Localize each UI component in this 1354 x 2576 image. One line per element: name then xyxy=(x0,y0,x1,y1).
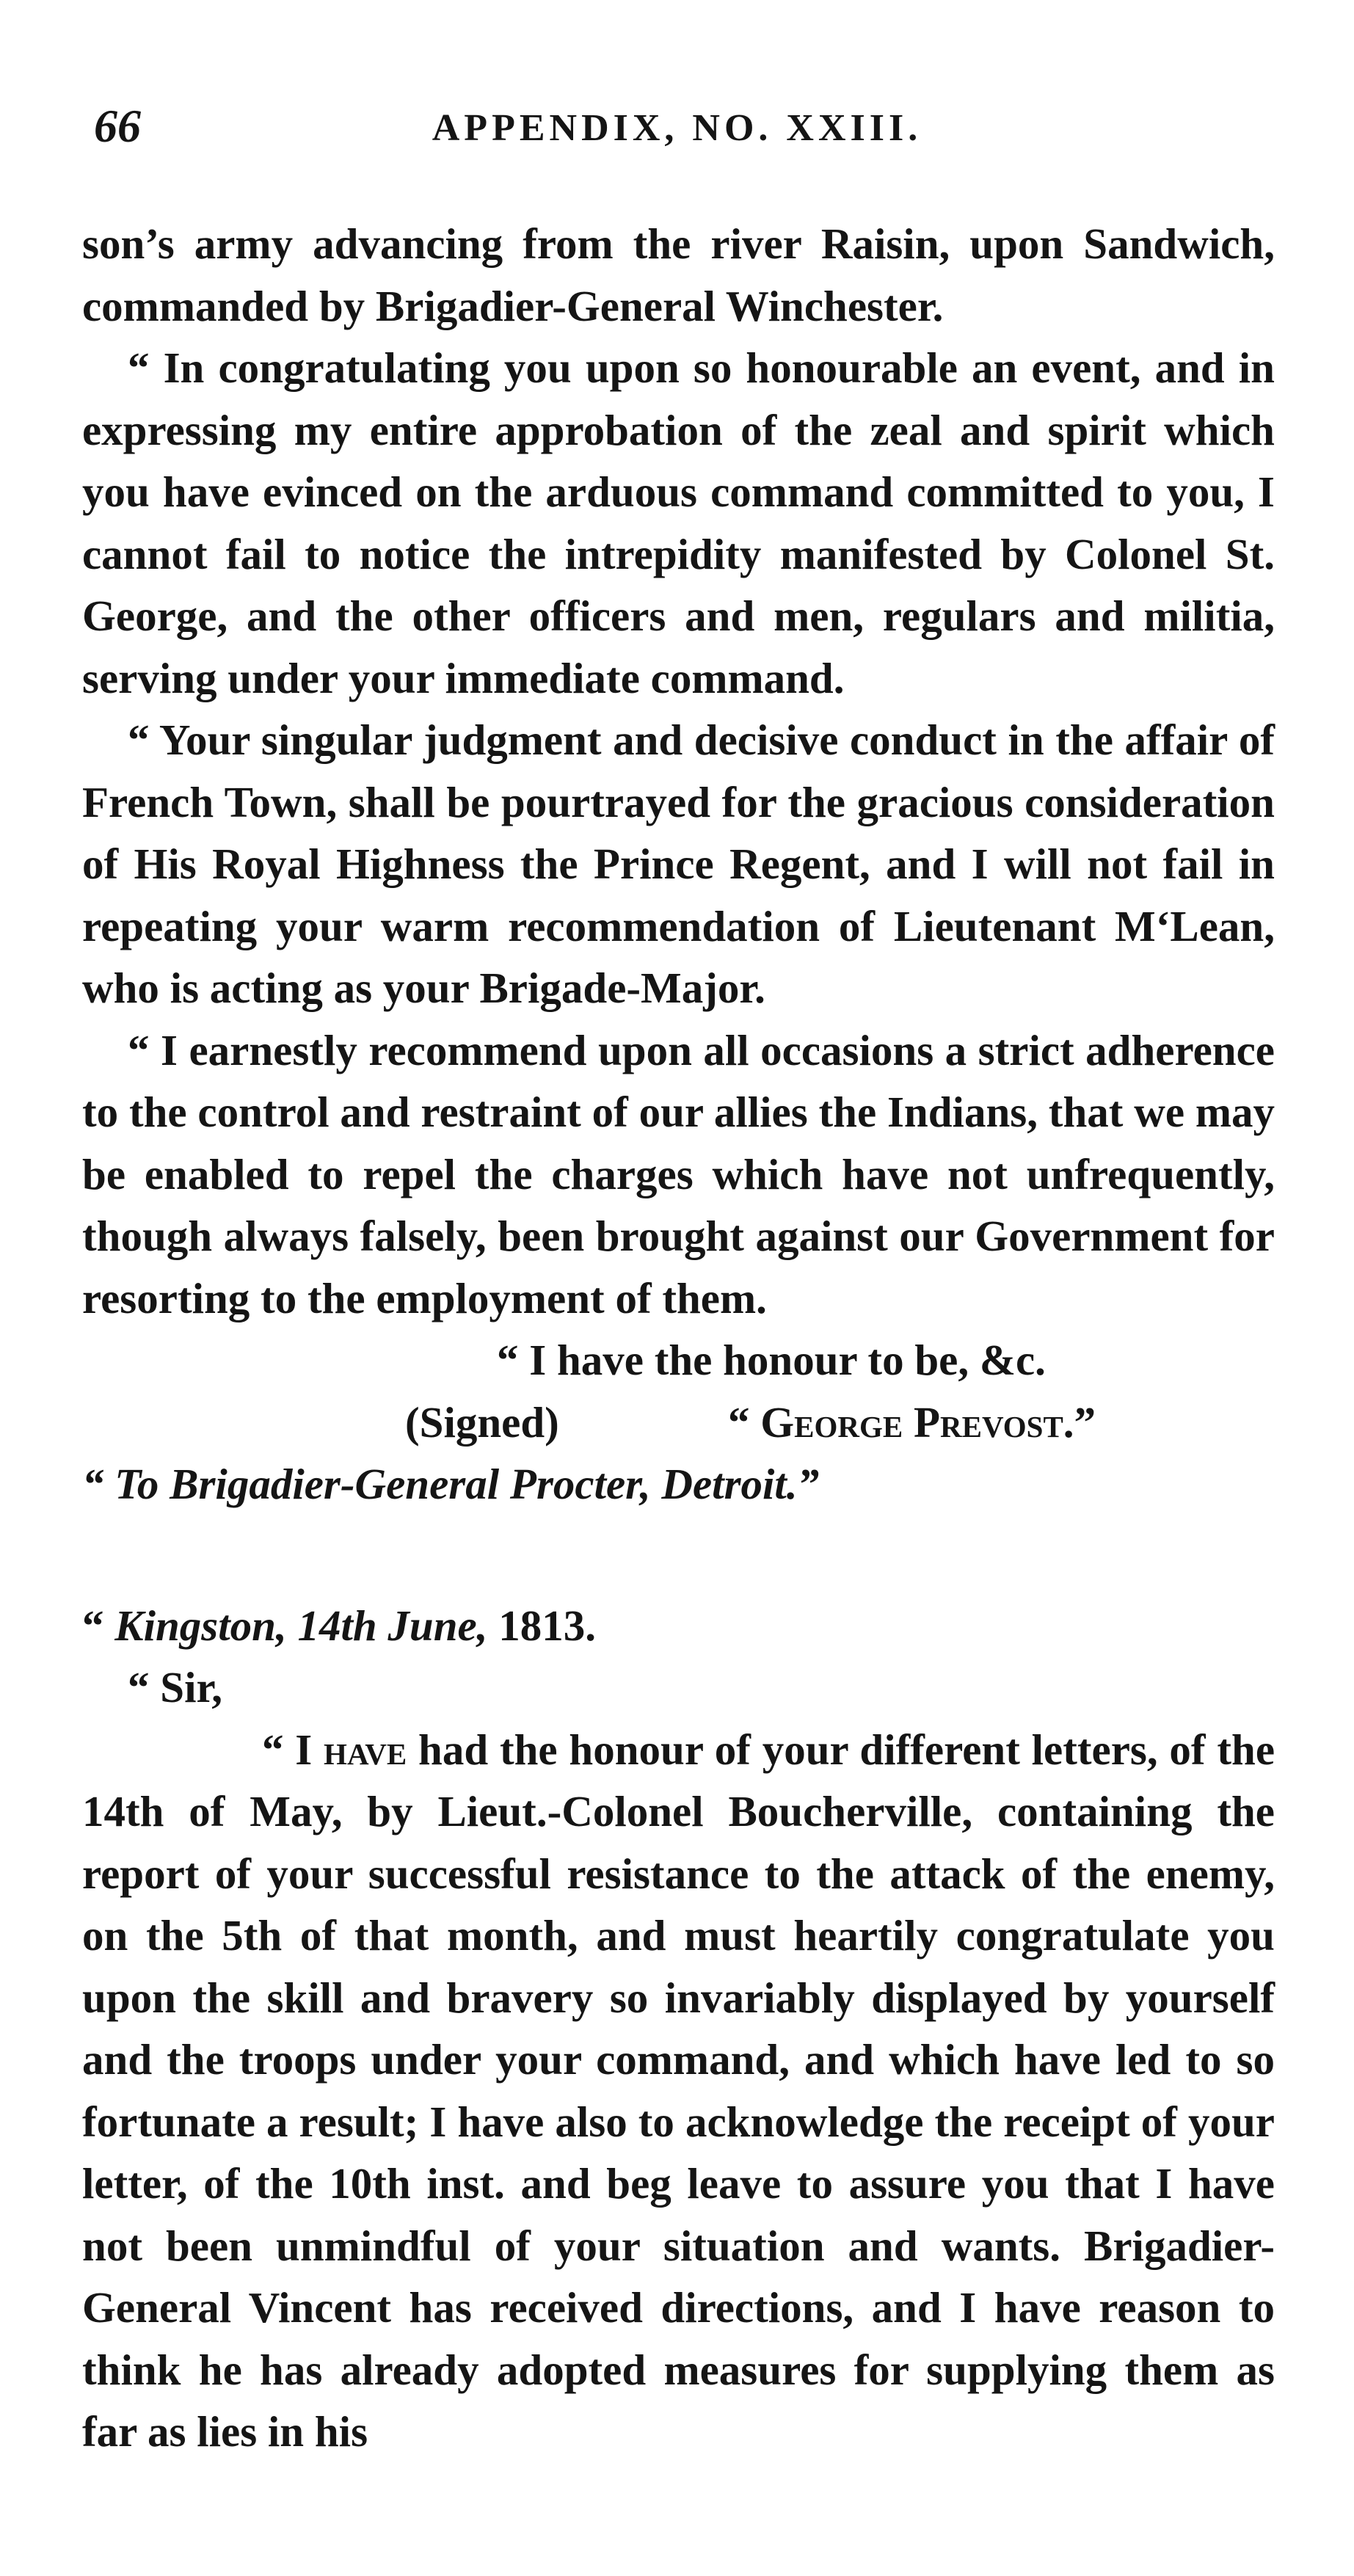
letter-closing: “ I have the honour to be, &c. xyxy=(497,1336,1046,1384)
page-number: 66 xyxy=(94,100,141,152)
opening-words: “ I have xyxy=(262,1725,407,1774)
salutation: “ Sir, xyxy=(128,1663,222,1711)
addressee-line: “ To Brigadier-General Procter, Detroit.” xyxy=(82,1460,820,1508)
signed-label: (Signed) xyxy=(405,1397,559,1447)
dateline-place-date: Kingston, 14th June, xyxy=(114,1601,488,1650)
paragraph-judgment: “ Your singular judgment and decisive conduct in the affair of French Town, shall be pourtrayed for the gracious consideration of His Royal Highness the Prince Regent, and I will not fail in repeating your warm recommendation of Lieutenant M‘Lean, who is acting as your Brigade-Major. xyxy=(82,716,1275,1012)
section-spacer xyxy=(82,1516,1275,1595)
signature-line xyxy=(82,1391,1275,1454)
paragraph-continuation: son’s army advancing from the river Raisin, upon Sandwich, commanded by Brigadier-General Winchester. xyxy=(82,219,1275,330)
dateline xyxy=(82,1595,1275,1657)
paragraph-recommendation: “ I earnestly recommend upon all occasions a strict adherence to the control and restraint of our allies the Indians, that we may be enabled to repel the charges which have not unfrequently, though always falsely, been brought against our Government for resorting to the employment of them. xyxy=(82,1025,1275,1322)
body-text xyxy=(82,213,1275,2463)
signature-name: “ George Prevost.” xyxy=(728,1397,1096,1447)
paragraph-congratulating: “ In congratulating you upon so honourable an event, and in expressing my entire approbation of the zeal and spirit which you have evinced on the arduous command committed to you, I cannot fail to notice the intrepidity manifested by Colonel St. George, and the other officers and men, regulars and militia, serving under your immediate command. xyxy=(82,343,1275,702)
dateline-year: 1813. xyxy=(487,1601,596,1650)
running-head: APPENDIX, NO. XXIII. xyxy=(432,107,922,149)
letter-body-paragraph xyxy=(82,1719,1275,2463)
letter-body-text: had the honour of your different letters, of the 14th of May, by Lieut.-Colonel Boucherville, containing the report of your successful resistance to the attack of the enemy, on the 5th of that month, and must heartily congratulate you upon the skill and bravery so invariably displayed by yourself and the troops under your command, and which have led to so fortunate a result; I have also to acknowledge the receipt of your letter, of the 10th inst. and beg leave to assure you that I have not been unmindful of your situation and wants. Brigadier-General Vincent has received directions, and I have reason to think he has already adopted measures for supplying them as far as lies in his xyxy=(82,1725,1275,2456)
page-header xyxy=(88,99,1266,165)
dateline-quote: “ xyxy=(82,1601,115,1650)
